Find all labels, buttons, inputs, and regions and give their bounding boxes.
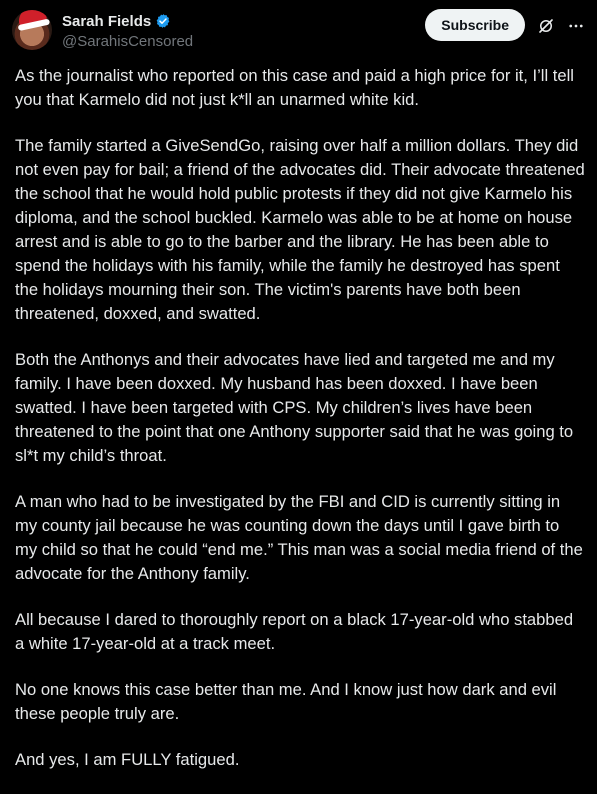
- display-name[interactable]: Sarah Fields: [62, 12, 152, 30]
- more-dots-icon[interactable]: [567, 17, 585, 35]
- post-text: [15, 64, 585, 794]
- verified-badge-icon: [155, 13, 171, 29]
- avatar[interactable]: [12, 10, 52, 50]
- author-names: [62, 12, 193, 50]
- post-header: [12, 10, 585, 54]
- post-paragraph: The family started a GiveSendGo, raising over half a million dollars. They did not even pay for bail; a friend of the advocates did. Their advocate threatened the school that he would hold public protests if they did not give Karmelo his diploma, and the school buckled. Karmelo was able to be at home on house arrest and is able to go to the barber and the library. He has been able to spend the holidays with his family, while the family he destroyed has spent the holidays mourning their son. The victim's parents have both been threatened, doxxed, and swatted.: [15, 136, 585, 323]
- post-paragraph: Both the Anthonys and their advocates have lied and targeted me and my family. I have been doxxed. My husband has been doxxed. I have been swatted. I have been targeted with CPS. My children’s lives have been threatened to the point that one Anthony supporter said that he was going to sl*t my child’s throat.: [15, 350, 574, 465]
- grok-icon[interactable]: [537, 17, 555, 35]
- handle[interactable]: @SarahisCensored: [62, 33, 194, 50]
- post-paragraph: A man who had to be investigated by the FBI and CID is currently sitting in my county jail because he was counting down the days until I gave birth to my child so that he could “end me.” This man was a social media friend of the advocate for the Anthony family.: [15, 492, 583, 583]
- post-paragraph: As the journalist who reported on this case and paid a high price for it, I’ll tell you that Karmelo did not just k*ll an unarmed white kid.: [15, 66, 574, 109]
- post-paragraph: And yes, I am FULLY fatigued.: [15, 750, 240, 769]
- subscribe-button[interactable]: Subscribe: [425, 9, 525, 41]
- post-paragraph: All because I dared to thoroughly report on a black 17-year-old who stabbed a white 17-year-old at a track meet.: [15, 610, 574, 653]
- display-name-row: [62, 12, 193, 30]
- santa-hat-decoration: [17, 10, 48, 27]
- post-paragraph: No one knows this case better than me. And I know just how dark and evil these people truly are.: [15, 680, 557, 723]
